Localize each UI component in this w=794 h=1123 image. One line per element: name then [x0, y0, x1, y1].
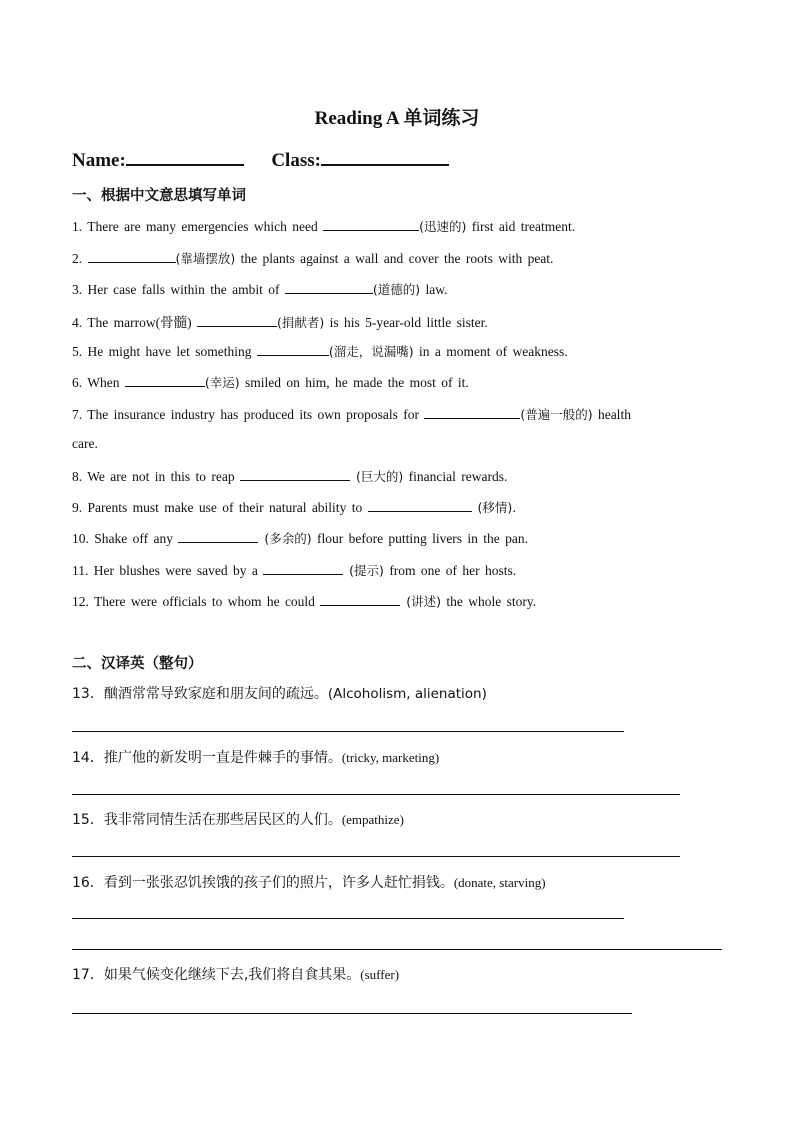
section2-heading: 二、汉译英（整句）: [72, 656, 203, 672]
list-item: 7. The insurance industry has produced its own proposals for (普遍一般的) health: [72, 407, 631, 422]
list-item: 2. (靠墙摆放) the plants against a wall and cover the roots with peat.: [72, 251, 554, 266]
section1-heading: 一、根据中文意思填写单词: [72, 188, 246, 204]
list-item-continuation: care.: [72, 436, 98, 451]
translation-question: 17．如果气候变化继续下去,我们将自食其果。(suffer): [72, 967, 400, 983]
name-label: Name:: [72, 150, 126, 171]
answer-blank[interactable]: [263, 562, 343, 575]
answer-blank[interactable]: [320, 593, 400, 606]
answer-blank[interactable]: [285, 281, 373, 294]
list-item: 10. Shake off any (多余的) flour before putting livers in the pan.: [72, 531, 529, 546]
list-item: 3. Her case falls within the ambit of (道德的) law.: [72, 282, 448, 297]
answer-line[interactable]: [72, 731, 624, 732]
translation-question: 16．看到一张张忍饥挨饿的孩子们的照片，许多人赶忙捐钱。(donate, starving): [72, 875, 546, 891]
answer-line[interactable]: [72, 1013, 632, 1014]
answer-blank[interactable]: [368, 499, 472, 512]
answer-blank[interactable]: [424, 406, 520, 419]
answer-line[interactable]: [72, 918, 624, 919]
class-label: Class:: [271, 150, 321, 171]
answer-line[interactable]: [72, 856, 680, 857]
list-item: 4. The marrow(骨髓) (捐献者) is his 5-year-old little sister.: [72, 315, 488, 330]
answer-blank[interactable]: [125, 374, 205, 387]
name-blank[interactable]: [126, 146, 244, 166]
answer-line[interactable]: [72, 949, 722, 950]
answer-blank[interactable]: [178, 530, 258, 543]
list-item: 8. We are not in this to reap (巨大的) financial rewards.: [72, 469, 508, 484]
answer-blank[interactable]: [197, 314, 277, 327]
translation-question: 14．推广他的新发明一直是件棘手的事情。(tricky, marketing): [72, 750, 440, 766]
answer-blank[interactable]: [88, 250, 176, 263]
list-item: 6. When (幸运) smiled on him, he made the most of it.: [72, 375, 469, 390]
answer-blank[interactable]: [323, 218, 419, 231]
class-blank[interactable]: [321, 146, 449, 166]
list-item: 11. Her blushes were saved by a (提示) from one of her hosts.: [72, 563, 517, 578]
answer-blank[interactable]: [240, 468, 350, 481]
list-item: 12. There were officials to whom he could (讲述) the whole story.: [72, 594, 537, 609]
list-item: 9. Parents must make use of their natural ability to (移情).: [72, 500, 517, 515]
name-class-row: [72, 146, 449, 172]
answer-blank[interactable]: [257, 343, 329, 356]
translation-question: 13．酗酒常常导致家庭和朋友间的疏远。(Alcoholism, alienation): [72, 686, 487, 702]
answer-line[interactable]: [72, 794, 680, 795]
translation-question: 15．我非常同情生活在那些居民区的人们。(empathize): [72, 812, 404, 828]
list-item: 1. There are many emergencies which need (迅速的) first aid treatment.: [72, 219, 576, 234]
list-item: 5. He might have let something (溜走，说漏嘴) in a moment of weakness.: [72, 344, 568, 359]
page-title: Reading A 单词练习: [314, 108, 480, 129]
